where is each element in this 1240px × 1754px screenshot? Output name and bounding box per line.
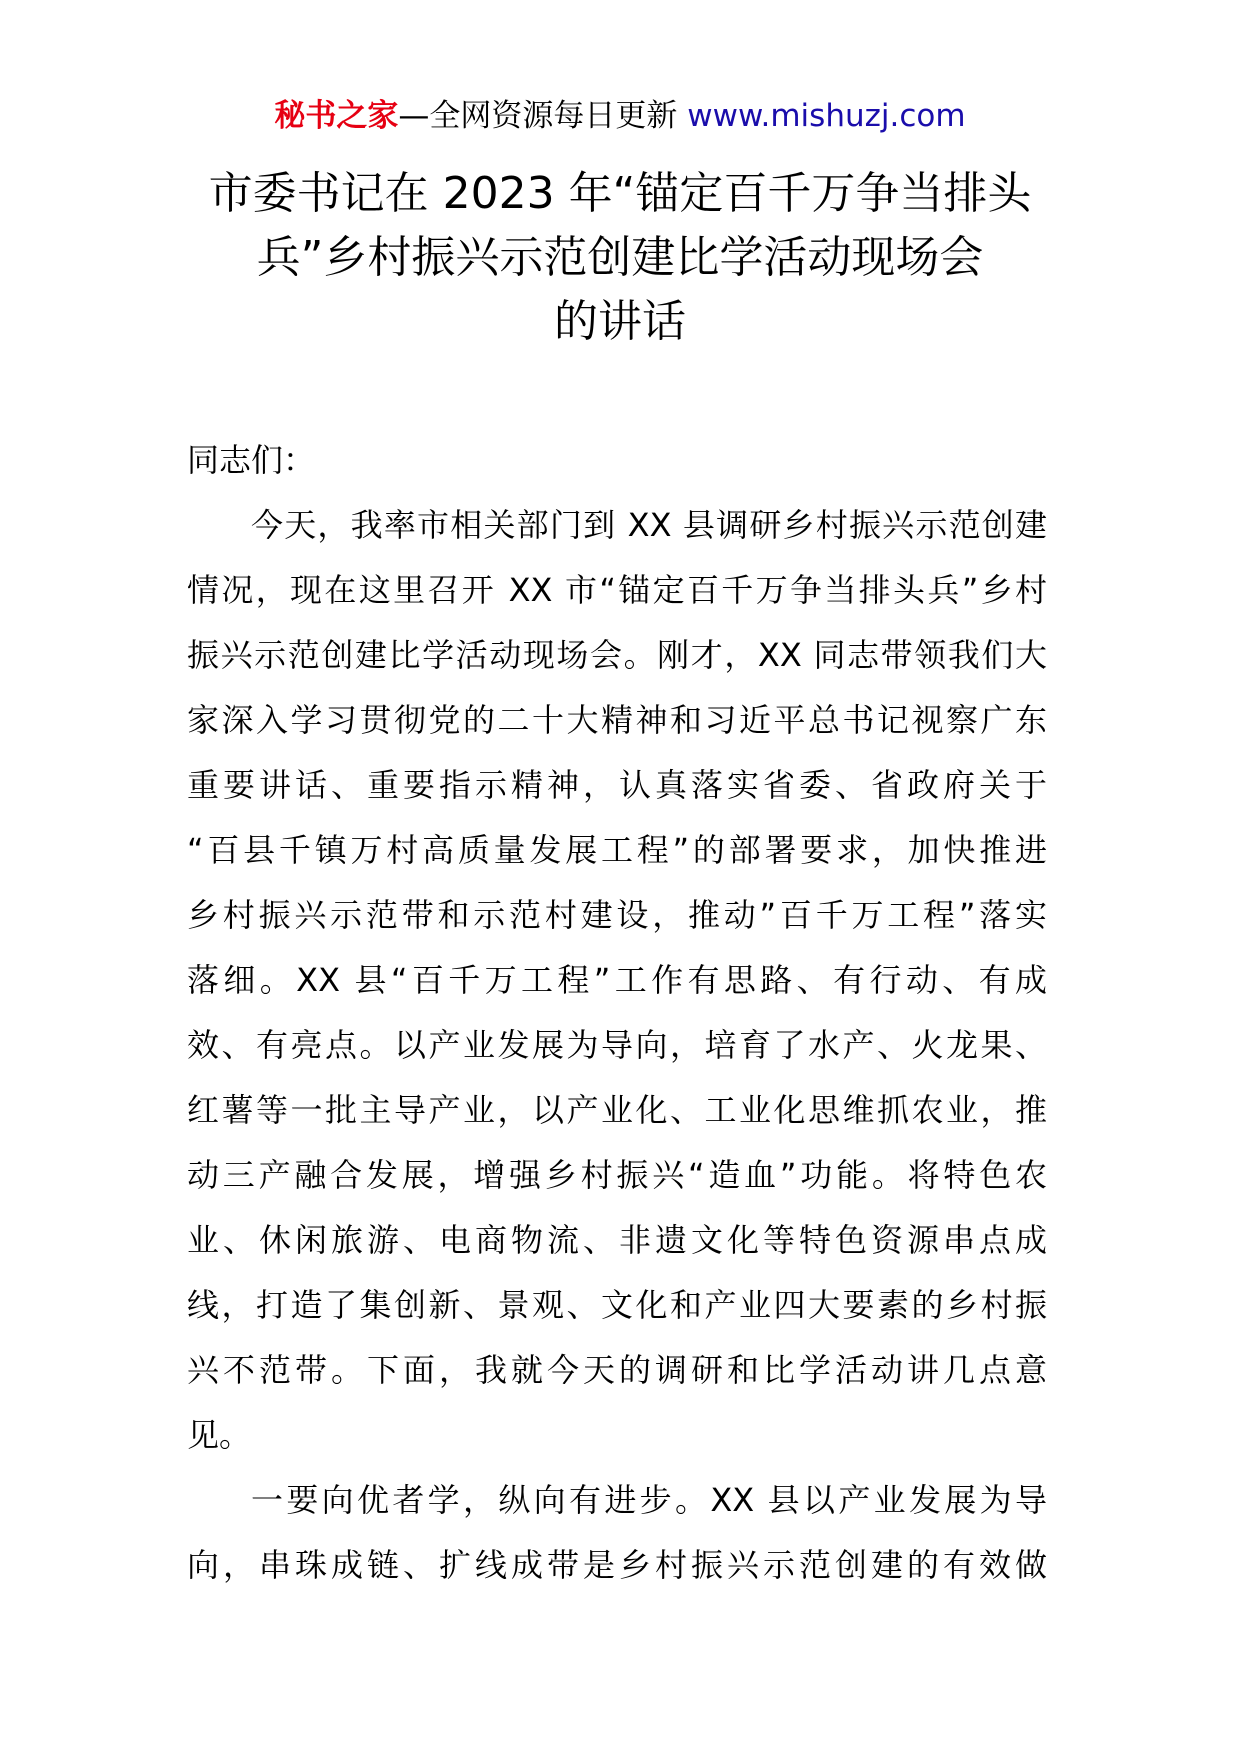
title-line: 兵”乡村振兴示范创建比学活动现场会 [256, 232, 984, 283]
text-line: 线，打造了集创新、景观、文化和产业四大要素的乡村振 [187, 1286, 1047, 1324]
banner-tagline: —全网资源每日更新 [398, 98, 678, 134]
text-line: 兴不范带。下面，我就今天的调研和比学活动讲几点意 [187, 1351, 1047, 1389]
text-line: 振兴示范创建比学活动现场会。刚才，XX 同志带领我们大 [187, 636, 1047, 674]
salutation: 同志们： [187, 441, 316, 479]
text-line: 家深入学习贯彻党的二十大精神和习近平总书记视察广东 [187, 701, 1047, 739]
brand-name: 秘书之家 [274, 98, 399, 134]
title-line: 市委书记在 2023 年“锚定百千万争当排头 [208, 168, 1032, 219]
text-line: 业、休闲旅游、电商物流、非遗文化等特色资源串点成 [187, 1221, 1047, 1259]
text-line: 动三产融合发展，增强乡村振兴“造血”功能。将特色农 [187, 1156, 1047, 1194]
text-line: 效、有亮点。以产业发展为导向，培育了水产、火龙果、 [187, 1026, 1047, 1064]
text-line: 向，串珠成链、扩线成带是乡村振兴示范创建的有效做 [187, 1546, 1047, 1584]
document-body [187, 428, 1047, 1598]
text-line: 见。 [187, 1416, 252, 1454]
text-line: 红薯等一批主导产业，以产业化、工业化思维抓农业，推 [187, 1091, 1047, 1129]
text-line: 情况，现在这里召开 XX 市“锚定百千万争当排头兵”乡村 [187, 571, 1047, 609]
paragraph-point-one [187, 1468, 1047, 1598]
text-line: 今天，我率市相关部门到 XX 县调研乡村振兴示范创建 [251, 506, 1047, 544]
document-title [150, 162, 1090, 354]
site-url-link[interactable]: www.mishuzj.com [687, 98, 966, 134]
paragraph-intro [187, 493, 1047, 1468]
text-line: 落细。XX 县“百千万工程”工作有思路、有行动、有成 [187, 961, 1047, 999]
title-line: 的讲话 [554, 296, 686, 347]
text-line: 乡村振兴示范带和示范村建设，推动”百千万工程”落实 [187, 896, 1047, 934]
text-line: 重要讲话、重要指示精神，认真落实省委、省政府关于 [187, 766, 1047, 804]
text-line: 一要向优者学，纵向有进步。XX 县以产业发展为导 [251, 1481, 1047, 1519]
text-line: “百县千镇万村高质量发展工程”的部署要求，加快推进 [187, 831, 1047, 869]
site-banner [0, 96, 1240, 136]
